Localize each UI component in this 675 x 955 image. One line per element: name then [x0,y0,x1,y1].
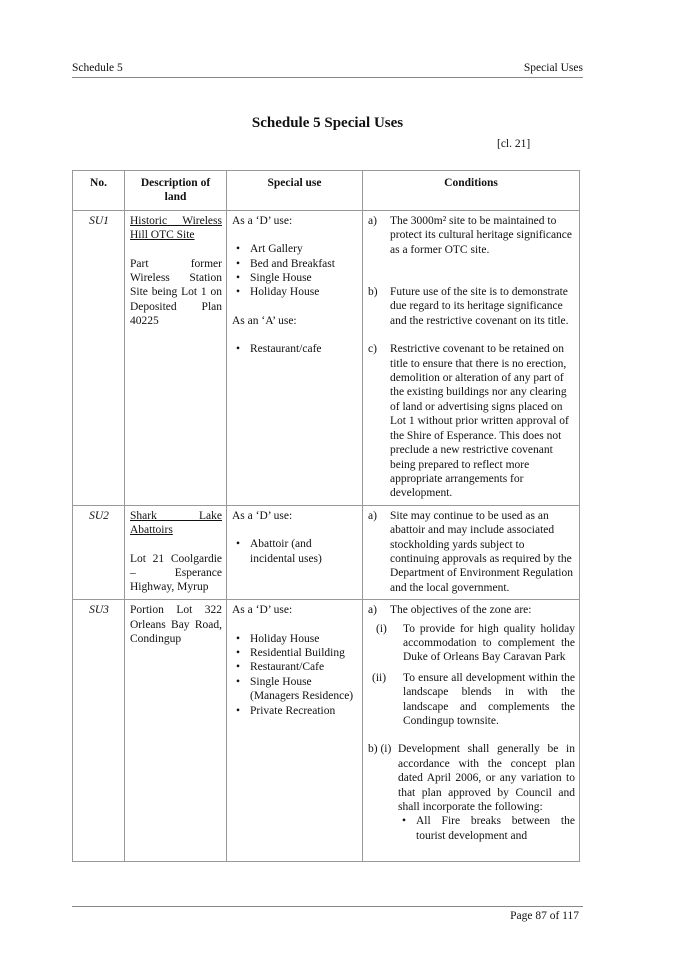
conditions [363,505,580,599]
row-number: SU1 [73,210,125,505]
special-uses-table [72,170,580,862]
list-item: • Restaurant/Cafe [250,660,358,674]
condition-text: Development shall generally be in accordance with the concept plan dated April 2006, or any variation to that plan approved by Council and shall incorporate the following: [398,743,575,814]
table-row [73,600,580,862]
list-item: • Bed and Breakfast [250,257,358,271]
land-description [125,210,227,505]
header-description: Description of land [125,171,227,211]
header-conditions: Conditions [363,171,580,211]
list-item: • Holiday House [250,632,358,646]
table-row [73,505,580,599]
table-header-row [73,171,580,211]
a-use-list [232,342,358,356]
condition-a: a) Site may continue to be used as an abattoir and may include associated stockholding yards subject to continuing approvals as required by the Department of Environment Regulation and the local government. [368,509,573,594]
table-row [73,210,580,505]
list-item: • Abattoir (and incidental uses) [250,537,358,566]
land-description [125,505,227,599]
condition-text: The objectives of the zone are: [390,604,532,617]
site-name: Shark Lake Abattoirs [130,509,222,537]
list-item: • Single House (Managers Residence) [250,675,358,704]
row-number: SU3 [73,600,125,862]
land-detail: Portion Lot 322 Orleans Bay Road, Condingup [130,604,222,645]
condition-text: Site may continue to be used as an abattoir and may include associated stockholding yards subject to continuing approvals as required by the Department of Environment Regulation and the local government. [390,509,573,594]
condition-a: a) The objectives of the zone are: [368,604,532,617]
header-left: Schedule 5 [72,62,123,74]
list-item: • Private Recreation [250,704,358,718]
condition-a-i: (i) To provide for high quality holiday accommodation to complement the Duke of Orleans Bay Caravan Park [376,622,575,664]
condition-text: The 3000m² site to be maintained to protect its cultural heritage significance as a former OTC site. [390,214,573,256]
condition-b-list [368,814,575,843]
header-no: No. [73,171,125,211]
condition-text: Restrictive covenant to be retained on title to ensure that there is no erection, demolition or alteration of any part of the existing buildings nor any clearing of land or advertising signs placed on Lot 1 without prior written approval of the Shire of Esperance. This does not preclude a new restrictive covenant being prepared to reflect more appropriate arrangements for development. [390,343,569,500]
d-use-label: As a ‘D’ use: [232,509,293,522]
footer-rule [72,906,583,907]
conditions [363,210,580,505]
land-detail: Part former Wireless Station Site being Lot 1 on Deposited Plan 40225 [130,257,222,328]
row-number: SU2 [73,505,125,599]
d-use-label: As a ‘D’ use: [232,604,293,617]
site-name: Historic Wireless Hill OTC Site [130,214,222,242]
d-use-list [232,242,358,300]
condition-text: To ensure all development within the landscape blends in with the landscape and complements the Condingup townsite. [403,671,575,727]
condition-c: c) Restrictive covenant to be retained on title to ensure that there is no erection, demolition or alteration of any part of the existing buildings nor any clearing of land or advertising signs placed on Lot 1 without prior written approval of the Shire of Esperance. This does not preclude a new restrictive covenant being prepared to reflect more appropriate arrangements for development. [368,343,569,500]
conditions [363,600,580,862]
list-item: • Single House [250,271,358,285]
header-rule [72,77,583,78]
special-use [227,210,363,505]
d-use-list [232,632,358,718]
condition-text: Future use of the site is to demonstrate due regard to its heritage significance and the restrictive covenant on its title. [390,286,569,327]
condition-text: To provide for high quality holiday accommodation to complement the Duke of Orleans Bay Caravan Park [403,622,575,664]
d-use-list [232,537,358,566]
list-item: • All Fire breaks between the tourist development and [416,814,575,843]
page-number: Page 87 of 117 [510,910,579,922]
clause-reference: [cl. 21] [497,138,531,150]
condition-a: a) The 3000m² site to be maintained to protect its cultural heritage significance as a former OTC site. [368,214,573,256]
a-use-label: As an ‘A’ use: [232,314,297,327]
land-description [125,600,227,862]
d-use-label: As a ‘D’ use: [232,214,293,227]
header-special-use: Special use [227,171,363,211]
list-item: • Holiday House [250,285,358,299]
special-use [227,505,363,599]
page-title: Schedule 5 Special Uses [251,115,404,131]
list-item: • Residential Building [250,646,358,660]
condition-a-ii: (ii) To ensure all development within the landscape blends in with the landscape and complements the Condingup townsite. [372,671,575,727]
land-detail: Lot 21 Coolgardie – Esperance Highway, Myrup [130,552,222,594]
list-item: • Art Gallery [250,242,358,256]
header-right: Special Uses [523,62,583,74]
condition-b: b) Future use of the site is to demonstrate due regard to its heritage significance and the restrictive covenant on its title. [368,286,569,327]
condition-b-i: b) (i) Development shall generally be in accordance with the concept plan dated April 2006, or any variation to that plan approved by Council and shall incorporate the following: [368,743,575,814]
list-item: • Restaurant/cafe [250,342,358,356]
special-use [227,600,363,862]
